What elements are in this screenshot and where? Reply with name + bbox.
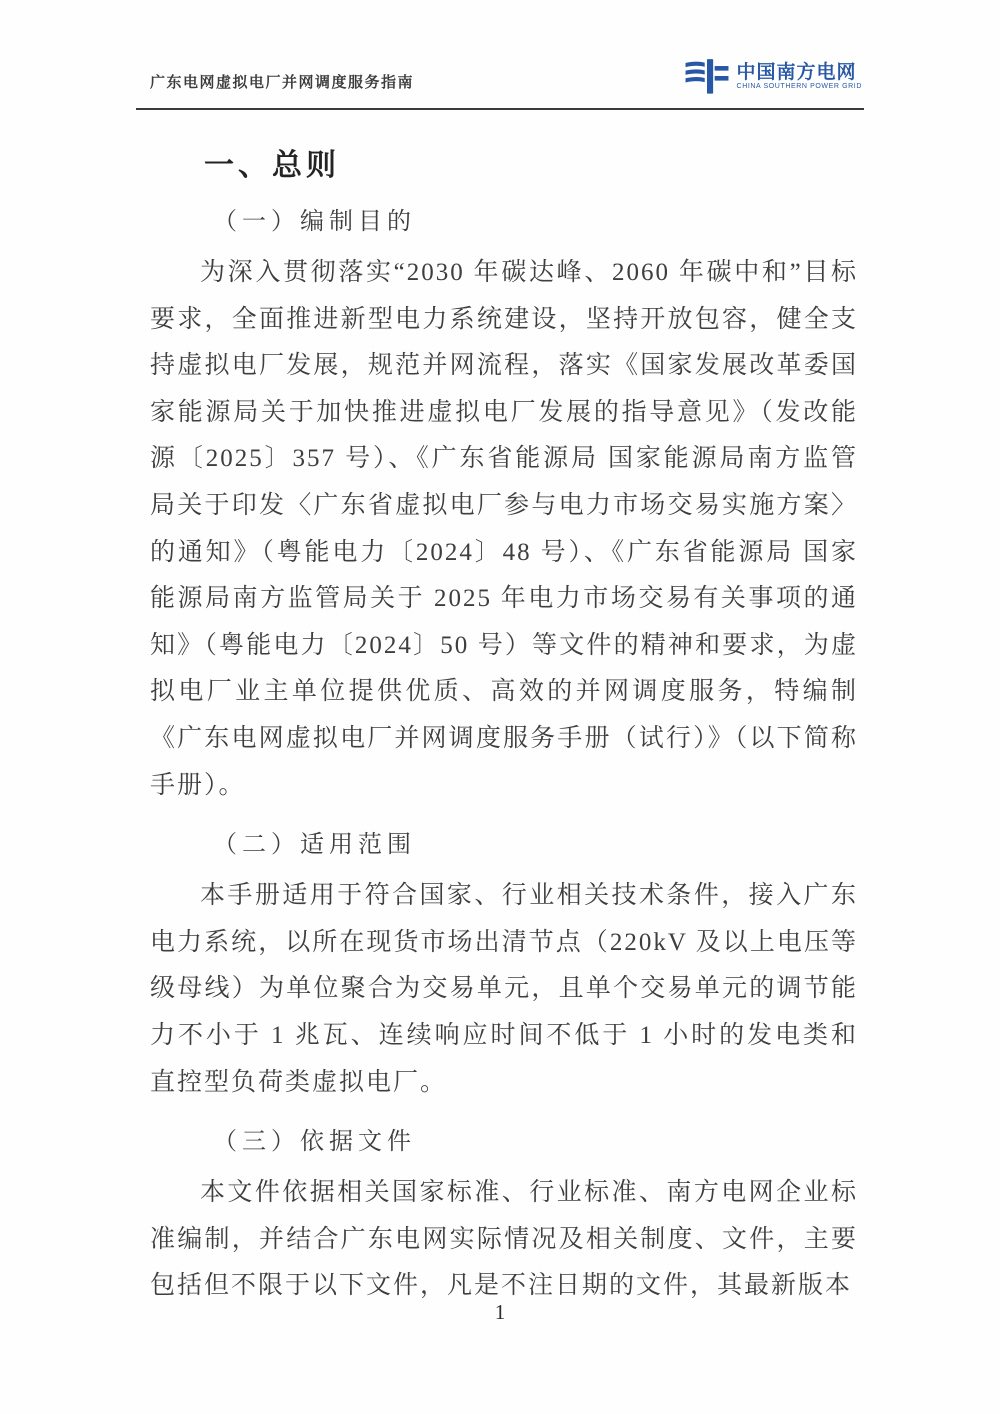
sub-heading-compilation-purpose: （一）编制目的 bbox=[213, 209, 416, 235]
logo-brand-cn: 中国南方电网 bbox=[736, 61, 857, 83]
header-doc-title: 广东电网虚拟电厂并网调度服务指南 bbox=[150, 74, 415, 91]
section-title: 一、总则 bbox=[204, 149, 340, 182]
logo-brand-en: CHINA SOUTHERN POWER GRID bbox=[736, 83, 862, 91]
page-footer bbox=[0, 1300, 1000, 1325]
csg-logo-icon bbox=[684, 56, 730, 96]
csg-logo bbox=[684, 56, 862, 96]
page-number: 1 bbox=[494, 1300, 506, 1324]
document-body bbox=[150, 132, 858, 1310]
logo-text bbox=[737, 62, 862, 91]
sub-heading-applicable-scope: （二）适用范围 bbox=[213, 832, 416, 859]
header-divider bbox=[136, 108, 864, 110]
sub-heading-reference-documents: （三）依据文件 bbox=[213, 1129, 416, 1156]
paragraph: 本文件依据相关国家标准、行业标准、南方电网企业标准编制，并结合广东电网实际情况及相关制度、文件，主要包括但不限于以下文件，凡是不注日期的文件，其最新版本 bbox=[150, 1179, 858, 1300]
page-header bbox=[150, 56, 862, 96]
paragraph: 为深入贯彻落实“2030 年碳达峰、2060 年碳中和”目标要求，全面推进新型电力系统建设，坚持开放包容，健全支持虚拟电厂发展，规范并网流程，落实《国家发展改革委国家能源局关于加快推进虚拟电厂发展的指导意见》（发改能源〔2025〕357 号）、《广东省能源局 国家能源局南方监管局关于印发〈广东省虚拟电厂参与电力市场交易实施方案〉的通知》（粤能电力〔2024〕48 号）、《广东省能源局 国家能源局南方监管局关于 2025 年电力市场交易有关事项的通知》（粤能电力〔2024〕50 号）等文件的精神和要求，为虚拟电厂业主单位提供优质、高效的并网调度服务，特编制《广东电网虚拟电厂并网调度服务手册（试行）》（以下简称手册）。 bbox=[150, 259, 858, 799]
section-compilation-purpose bbox=[150, 205, 858, 809]
section-reference-documents bbox=[150, 1125, 858, 1310]
section-applicable-scope bbox=[150, 828, 858, 1106]
paragraph: 本手册适用于符合国家、行业相关技术条件，接入广东电力系统，以所在现货市场出清节点（220kV 及以上电压等级母线）为单位聚合为交易单元，且单个交易单元的调节能力不小于 1 兆瓦、连续响应时间不低于 1 小时的发电类和直控型负荷类虚拟电厂。 bbox=[150, 882, 858, 1096]
